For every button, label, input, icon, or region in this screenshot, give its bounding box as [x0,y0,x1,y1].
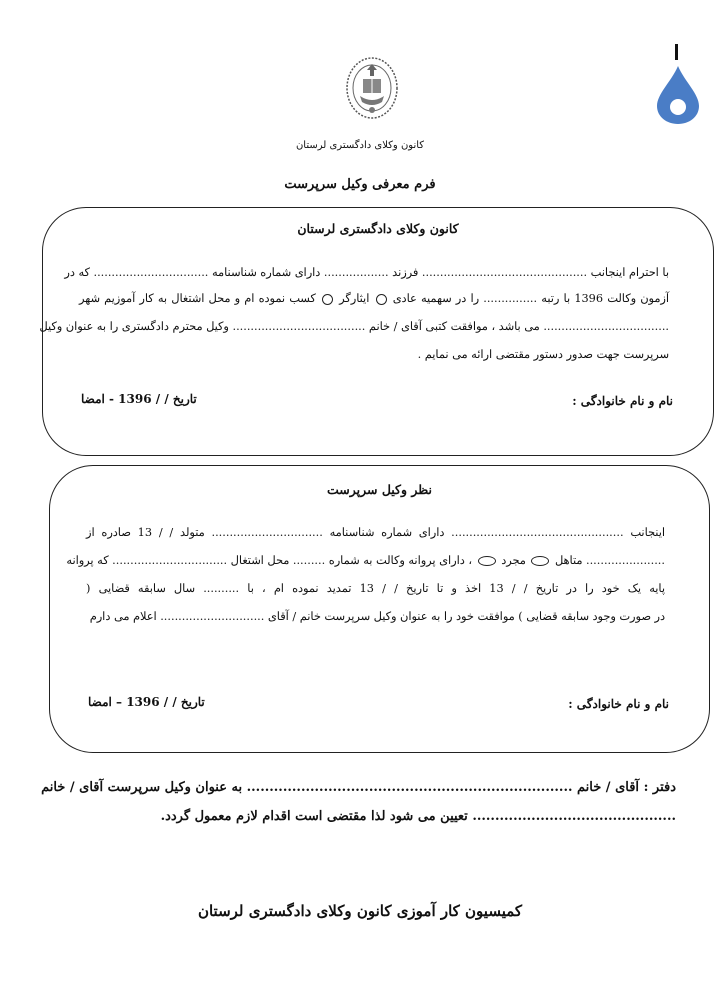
blue-drop-icon [655,64,701,126]
supervisor-line-2-text-c: ، دارای پروانه وكالت به شماره ......... محل اشتغال ................................ كه پروانه [66,554,472,567]
radio-isargar-quota[interactable] [322,294,333,305]
supervisor-date-signature: تاريخ / / 1396 – امضا [88,695,205,709]
section-title: نظر وكيل سرپرست [326,482,433,497]
supervisor-line-1: اينجانب ................................................ دارای شماره شناسنامه ............................... متولد / / 13 صادره از [86,526,666,539]
applicant-name-label: نام و نام خانوادگی : [572,394,673,408]
radio-single[interactable] [478,556,496,566]
applicant-line-2-text-a: آزمون وكالت 1396 با رتبه ............... را در سهميه عادی [392,292,670,305]
office-line-1: دفتر : آقای / خانم ........................................................................ به عنوان وكيل سرپرست آقای / خانم [41,780,676,795]
footer-commission: كميسيون كار آموزی كانون وكلای دادگستری لرستان [197,902,523,920]
applicant-date-signature: تاريخ / / 1396 - امضا [81,392,197,406]
office-line-2: ............................................. تعيين می شود لذا مقتضی است اقدام لازم معمول گردد. [160,809,676,824]
applicant-line-3: ................................... می باشد ، موافقت كتبی آقای / خانم ..................................... وكيل محترم دادگستری را به عنوان وكيل [39,320,669,333]
applicant-line-2-text-c: كسب نموده ام و محل اشتغال به كار آموزيم شهر [79,292,316,305]
form-title: فرم معرفی وكيل سرپرست [284,177,436,192]
applicant-section [39,207,714,456]
supervisor-line-2 [66,554,665,567]
bar-association-emblem-icon [344,52,400,122]
marker-bar [675,44,678,60]
radio-married[interactable] [531,556,549,566]
supervisor-name-label: نام و نام خانوادگی : [568,697,669,711]
section-title: كانون وكلای دادگستری لرستان [297,221,459,236]
radio-normal-quota[interactable] [376,294,387,305]
supervisor-section [49,465,710,753]
applicant-line-4: سرپرست جهت صدور دستور مقتضی ارائه می نمايم . [417,348,669,361]
supervisor-line-2-text-a: ...................... متاهل [554,554,665,567]
applicant-line-1: با احترام اينجانب .............................................. فرزند .................. دارای شماره شناسنامه ................................ كه در [64,266,669,279]
radio-label-isargar: ايثارگر [339,292,370,305]
applicant-line-2 [79,292,669,305]
radio-label-single: مجرد [501,554,526,567]
organization-caption: كانون وكلای دادگستری لرستان [295,140,425,151]
supervisor-line-3: پايه يک خود را در تاريخ / / 13 اخذ و تا تاريخ / / 13 تمديد نموده ام ، با .......... سال سابقه قضايی ( [86,582,665,595]
supervisor-line-4: در صورت وجود سابقه قضايی ) موافقت خود را به عنوان وكيل سرپرست خانم / آقای ............................. اعلام می دارم [89,610,665,623]
